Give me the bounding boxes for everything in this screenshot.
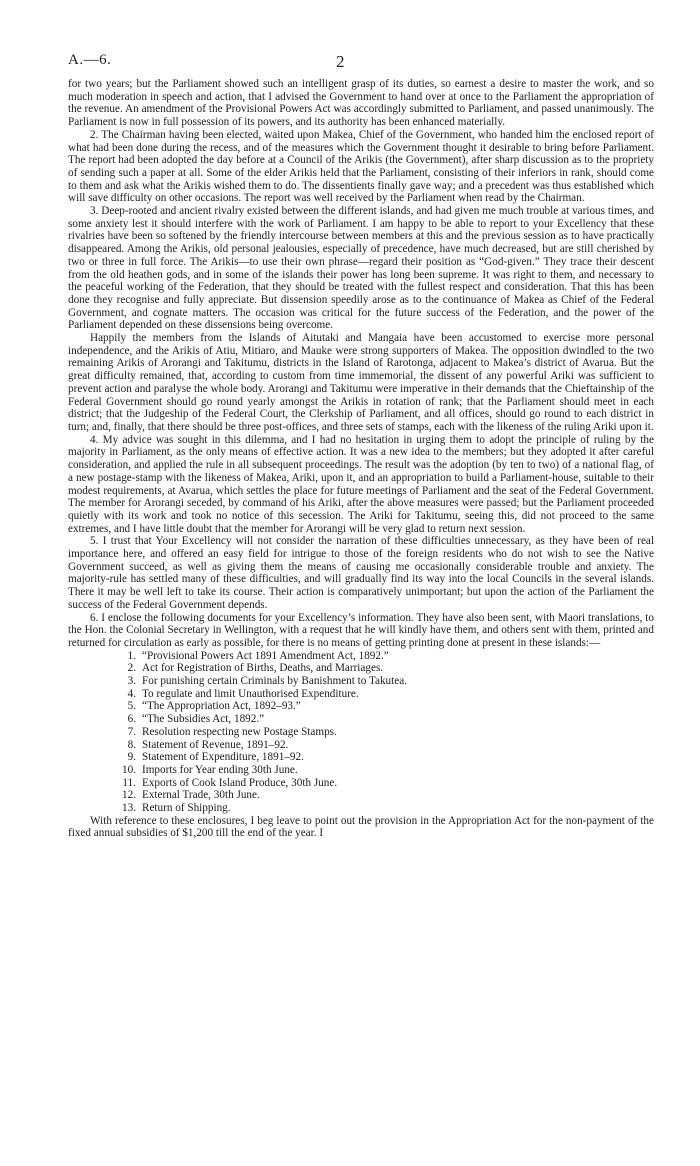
paragraph-enclosures: With reference to these enclosures, I beg leave to point out the provision in the Appropriation Act for the non-payment of the fixed annual subsidies of $1,200 till the end of the year. I bbox=[68, 814, 654, 840]
document-body bbox=[68, 78, 654, 840]
paragraph-3-continued: Happily the members from the Islands of Aitutaki and Mangaia have been accustomed to exercise more personal independence, and the Arikis of Atiu, Mitiaro, and Mauke were strong supporters of Makea. The opposition dwindled to the two remaining Arikis of Arorangi and Takitumu, districts in the Island of Rarotonga, adjacent to Makea’s district of Avarua. But the great difficulty remained, that, according to custom from time immemorial, the dissent of any powerful Ariki was sufficient to prevent action and paralyse the whole body. Arorangi and Takitumu were imperative in their demands that the Chieftainship of the Federal Government should go round yearly amongst the Arikis in rotation of rank; that the Parliament should meet in each district; that the Judgeship of the Federal Court, the Clerkship of Parliament, and all offices, should go round to each district in turn; and, finally, that there should be three post-offices, and three sets of stamps, each with the likeness of the ruling Ariki upon it. bbox=[68, 332, 654, 433]
list-item-text: Imports for Year ending 30th June. bbox=[142, 763, 298, 776]
list-item-text: Exports of Cook Island Produce, 30th June. bbox=[142, 776, 338, 789]
list-item-number: 7. bbox=[127, 725, 136, 738]
enclosed-documents-list bbox=[68, 650, 654, 815]
list-item-text: Statement of Revenue, 1891–92. bbox=[142, 738, 289, 751]
page-header bbox=[68, 52, 654, 78]
list-item-text: “The Appropriation Act, 1892–93.” bbox=[142, 700, 301, 713]
paragraph-3: 3. Deep-rooted and ancient rivalry existed between the different islands, and had given me much trouble at various times, and some anxiety lest it should interfere with the work of Parliament. I am happy to be able to report to your Excellency that these rivalries have been so softened by the friendly intercourse between members at this and the previous session as to have practically disappeared. Among the Arikis, old personal jealousies, especially of precedence, have much decreased, but are still cherished by two or three in full force. The Arikis—to use their own phrase—regard their position as “God-given.” They trace their descent from the old heathen gods, and in some of the islands their power has long been supreme. It was right to them, and necessary to the peaceful working of the Federation, that they should be treated with the fullest respect and consideration. That this has been done they recognise and fully appreciate. But dissension speedily arose as to the continuance of Makea as Chief of the Federal Government, and cognate matters. The occasion was critical for the future success of the Federation, and the power of the Parliament depended on these dissensions being overcome. bbox=[68, 205, 654, 332]
list-item-number: 9. bbox=[127, 751, 136, 764]
list-item-number: 11. bbox=[122, 776, 136, 789]
list-item bbox=[112, 789, 654, 802]
list-item-text: Return of Shipping. bbox=[142, 802, 231, 815]
list-item-number: 13. bbox=[122, 802, 136, 815]
list-item-number: 12. bbox=[122, 789, 136, 802]
list-item bbox=[112, 764, 654, 777]
list-item bbox=[112, 726, 654, 739]
list-item bbox=[112, 650, 654, 663]
list-item-number: 1. bbox=[127, 649, 136, 662]
document-reference: A.—6. bbox=[68, 52, 112, 68]
list-item bbox=[112, 662, 654, 675]
list-item bbox=[112, 777, 654, 790]
list-item-text: For punishing certain Criminals by Banishment to Takutea. bbox=[142, 675, 407, 688]
list-item bbox=[112, 802, 654, 815]
list-item bbox=[112, 739, 654, 752]
list-item-text: “Provisional Powers Act 1891 Amendment Act, 1892.” bbox=[142, 649, 389, 662]
list-item-text: Statement of Expenditure, 1891–92. bbox=[142, 751, 304, 764]
list-item-number: 8. bbox=[127, 738, 136, 751]
list-item bbox=[112, 688, 654, 701]
list-item-number: 6. bbox=[127, 713, 136, 726]
list-item bbox=[112, 751, 654, 764]
list-item-number: 3. bbox=[127, 675, 136, 688]
paragraph-4: 4. My advice was sought in this dilemma, and I had no hesitation in urging them to adopt the principle of ruling by the majority in Parliament, as the only means of effective action. It was a new idea to the members; but they adopted it after careful consideration, and applied the rule in all subsequent proceedings. The result was the adoption (by ten to two) of a national flag, of a new postage-stamp with the likeness of Makea, Ariki, upon it, and an appropriation to build a Parliament-house, suitable to their modest requirements, at Avarua, which settles the place for future meetings of Parliament and the seat of the Federal Government. The member for Arorangi seceded, by command of his Ariki, after the above measures were passed; but the Parliament proceeded quietly with its work and took no notice of this secession. The Ariki for Takitumu, seeing this, did not proceed to the same extremes, and I have little doubt that the member for Arorangi will be very glad to return next session. bbox=[68, 433, 654, 535]
list-item-number: 2. bbox=[127, 662, 136, 675]
list-item bbox=[112, 700, 654, 713]
list-item bbox=[112, 713, 654, 726]
paragraph-6: 6. I enclose the following documents for your Excellency’s information. They have also been sent, with Maori translations, to the Hon. the Colonial Secretary in Wellington, with a request that he will kindly have them, and others sent with them, printed and returned for circulation as early as possible, for there is no means of getting printing done at present in these islands:— bbox=[68, 611, 654, 649]
list-item-text: To regulate and limit Unauthorised Expenditure. bbox=[142, 687, 359, 700]
list-item-number: 10. bbox=[122, 763, 136, 776]
list-item-text: Act for Registration of Births, Deaths, and Marriages. bbox=[142, 662, 384, 675]
list-item-text: Resolution respecting new Postage Stamps. bbox=[142, 725, 337, 738]
list-item-text: “The Subsidies Act, 1892.” bbox=[142, 713, 265, 726]
list-item bbox=[112, 675, 654, 688]
paragraph-5: 5. I trust that Your Excellency will not consider the narration of these difficulties unnecessary, as they have been of real importance here, and offered an easy field for intrigue to those of the foreign residents who do not wish to see the Native Government succeed, as well as giving them the means of causing me occasionally considerable trouble and anxiety. The majority-rule has settled many of these difficulties, and will gradually find its way into the local Councils in the several islands. There it may be well left to take its course. Their action is comparatively unimportant; but upon the action of the Parliament the success of the Federal Government depends. bbox=[68, 535, 654, 611]
list-item-number: 5. bbox=[127, 700, 136, 713]
paragraph-continuation: for two years; but the Parliament showed such an intelligent grasp of its duties, so earnest a desire to master the work, and so much moderation in speech and action, that I advised the Government to hand over at once to the Parliament the appropriation of the revenue. An amendment of the Provisional Powers Act was accordingly submitted to Parliament, and passed unanimously. The Parliament is now in full possession of its powers, and its authority has been enhanced materially. bbox=[68, 78, 654, 129]
list-item-number: 4. bbox=[127, 687, 136, 700]
paragraph-2: 2. The Chairman having been elected, waited upon Makea, Chief of the Government, who handed him the enclosed report of what had been done during the recess, and of the measures which the Government thought it desirable to bring before Parliament. The report had been adopted the day before at a Council of the Arikis (the Government), after sharp discussion as to the propriety of sending such a paper at all. Some of the elder Arikis held that the Parliament, consisting of their inferiors in rank, should come to them and ask what the Arikis wished them to do. The dissentients finally gave way; and a precedent was thus established which will save difficulty on other occasions. The report was well received by the Parliament when read by the Chairman. bbox=[68, 128, 654, 205]
page-number: 2 bbox=[336, 52, 345, 71]
document-page bbox=[68, 52, 654, 840]
list-item-text: External Trade, 30th June. bbox=[142, 789, 260, 802]
